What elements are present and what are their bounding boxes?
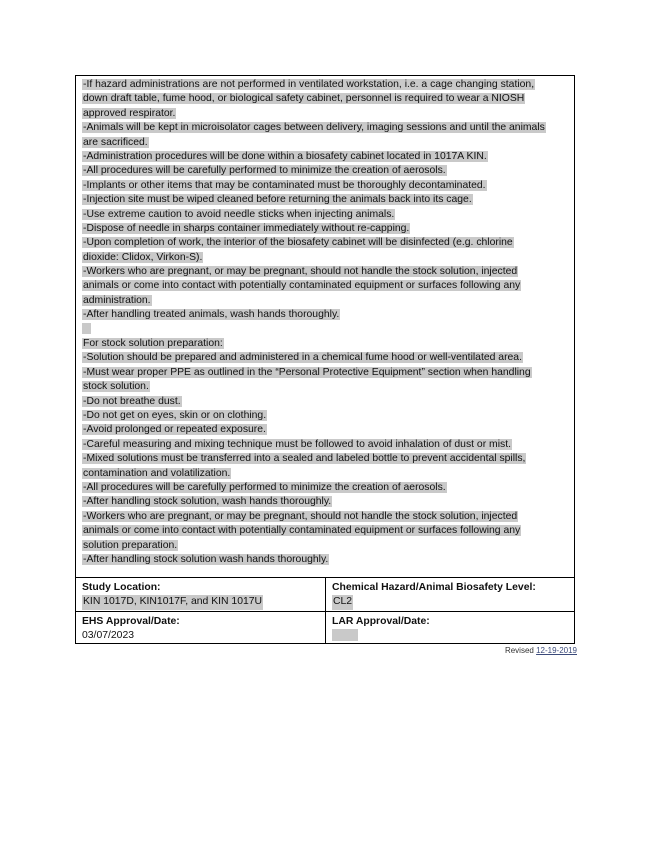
procedure-text xyxy=(82,323,91,334)
procedure-text: administration. xyxy=(83,294,151,306)
study-location-value[interactable]: KIN 1017D, KIN1017F, and KIN 1017U xyxy=(82,595,263,609)
info-grid xyxy=(76,578,574,643)
procedure-line xyxy=(82,423,568,437)
procedure-line xyxy=(82,308,568,322)
procedure-text: are sacrificed. xyxy=(83,136,148,148)
procedure-text: -Administration procedures will be done within a biosafety cabinet located in 1017A KIN. xyxy=(83,150,487,162)
procedure-line xyxy=(82,366,568,380)
lar-approval-cell xyxy=(325,612,574,643)
procedure-line xyxy=(82,409,568,423)
procedure-text: -Workers who are pregnant, or may be pregnant, should not handle the stock solution, injected xyxy=(83,266,518,278)
procedure-text: down draft table, fume hood, or biological safety cabinet, personnel is required to wear a NIOSH xyxy=(83,93,525,105)
procedure-line xyxy=(82,452,568,466)
procedure-text: animals or come into contact with potentially contaminated equipment or surfaces following any xyxy=(83,525,521,537)
procedure-text: stock solution. xyxy=(83,381,149,393)
procedure-text: -Careful measuring and mixing technique must be followed to avoid inhalation of dust or mist. xyxy=(83,438,511,450)
revised-label: Revised xyxy=(504,646,534,655)
procedure-text: approved respirator. xyxy=(83,107,176,119)
procedure-line xyxy=(82,121,568,135)
hazard-level-cell xyxy=(325,578,574,612)
procedure-line xyxy=(82,553,568,567)
procedure-line xyxy=(82,107,568,121)
procedure-line xyxy=(82,337,568,351)
procedure-text: -Animals will be kept in microisolator cages between delivery, imaging sessions and until the animals xyxy=(83,122,545,134)
form-table xyxy=(75,75,575,644)
procedure-text: -All procedures will be carefully performed to minimize the creation of aerosols. xyxy=(83,481,446,493)
ehs-approval-label: EHS Approval/Date: xyxy=(82,616,180,627)
procedure-text: contamination and volatilization. xyxy=(83,467,231,479)
procedure-line xyxy=(82,467,568,481)
procedure-line xyxy=(82,222,568,236)
procedure-text: -After handling stock solution, wash hands thoroughly. xyxy=(83,496,332,508)
procedure-text: -Do not breathe dust. xyxy=(83,395,181,407)
procedure-text: -All procedures will be carefully performed to minimize the creation of aerosols. xyxy=(83,165,446,177)
procedure-text: -Injection site must be wiped cleaned before returning the animals back into its cage. xyxy=(83,194,472,206)
hazard-level-value[interactable]: CL2 xyxy=(332,595,353,609)
procedure-text: For stock solution preparation: xyxy=(83,338,223,350)
ehs-approval-cell xyxy=(76,612,325,643)
procedure-line xyxy=(82,179,568,193)
procedure-line xyxy=(82,265,568,279)
procedure-line xyxy=(82,193,568,207)
procedure-line xyxy=(82,438,568,452)
procedure-text: -Upon completion of work, the interior of the biosafety cabinet will be disinfected (e.g. chlorine xyxy=(83,237,513,249)
hazard-level-label: Chemical Hazard/Animal Biosafety Level: xyxy=(332,582,536,593)
procedure-text: -Solution should be prepared and administered in a chemical fume hood or well-ventilated area. xyxy=(83,352,522,364)
procedure-text: -Avoid prolonged or repeated exposure. xyxy=(83,424,266,436)
procedure-text: -If hazard administrations are not performed in ventilated workstation, i.e. a cage changing station, xyxy=(83,79,535,90)
procedure-text: -After handling stock solution wash hands thoroughly. xyxy=(83,553,329,565)
procedure-text: -Do not get on eyes, skin or on clothing. xyxy=(83,409,267,421)
procedure-line xyxy=(82,395,568,409)
procedure-line xyxy=(82,524,568,538)
procedure-line xyxy=(82,251,568,265)
procedure-line xyxy=(82,380,568,394)
procedure-text: -Use extreme caution to avoid needle sticks when injecting animals. xyxy=(83,208,395,220)
procedure-line xyxy=(82,495,568,509)
procedure-text: dioxide: Clidox, Virkon-S). xyxy=(83,251,203,263)
procedure-line xyxy=(82,351,568,365)
procedure-line xyxy=(82,208,568,222)
ehs-approval-value[interactable]: 03/07/2023 xyxy=(82,630,135,642)
procedure-text: animals or come into contact with potentially contaminated equipment or surfaces following any xyxy=(83,280,521,292)
procedure-text: -Mixed solutions must be transferred into a sealed and labeled bottle to prevent accidental spills, xyxy=(83,453,526,465)
revised-date: 12-19-2019 xyxy=(536,646,577,655)
procedure-text: -Workers who are pregnant, or may be pregnant, should not handle the stock solution, injected xyxy=(83,510,518,522)
study-location-label: Study Location: xyxy=(82,582,161,593)
procedure-line xyxy=(82,92,568,106)
procedure-text: -Implants or other items that may be contaminated must be thoroughly decontaminated. xyxy=(83,179,486,191)
procedure-line xyxy=(82,323,568,337)
procedure-line xyxy=(82,539,568,553)
study-location-cell xyxy=(76,578,325,612)
procedure-line xyxy=(82,510,568,524)
procedure-line xyxy=(82,150,568,164)
procedure-line xyxy=(82,481,568,495)
procedure-line xyxy=(82,136,568,150)
revision-note xyxy=(505,646,577,655)
procedure-text: solution preparation. xyxy=(83,539,178,551)
procedure-text: -Dispose of needle in sharps container immediately without re-capping. xyxy=(83,222,410,234)
procedure-line xyxy=(82,279,568,293)
procedure-text: -After handling treated animals, wash hands thoroughly. xyxy=(83,309,340,321)
procedures-cell xyxy=(76,76,574,578)
procedure-line xyxy=(82,78,568,92)
procedure-line xyxy=(82,236,568,250)
lar-approval-value[interactable] xyxy=(332,629,358,641)
procedure-text: -Must wear proper PPE as outlined in the “Personal Protective Equipment” section when handling xyxy=(83,366,531,378)
procedure-line xyxy=(82,164,568,178)
procedure-line xyxy=(82,294,568,308)
lar-approval-label: LAR Approval/Date: xyxy=(332,616,430,627)
